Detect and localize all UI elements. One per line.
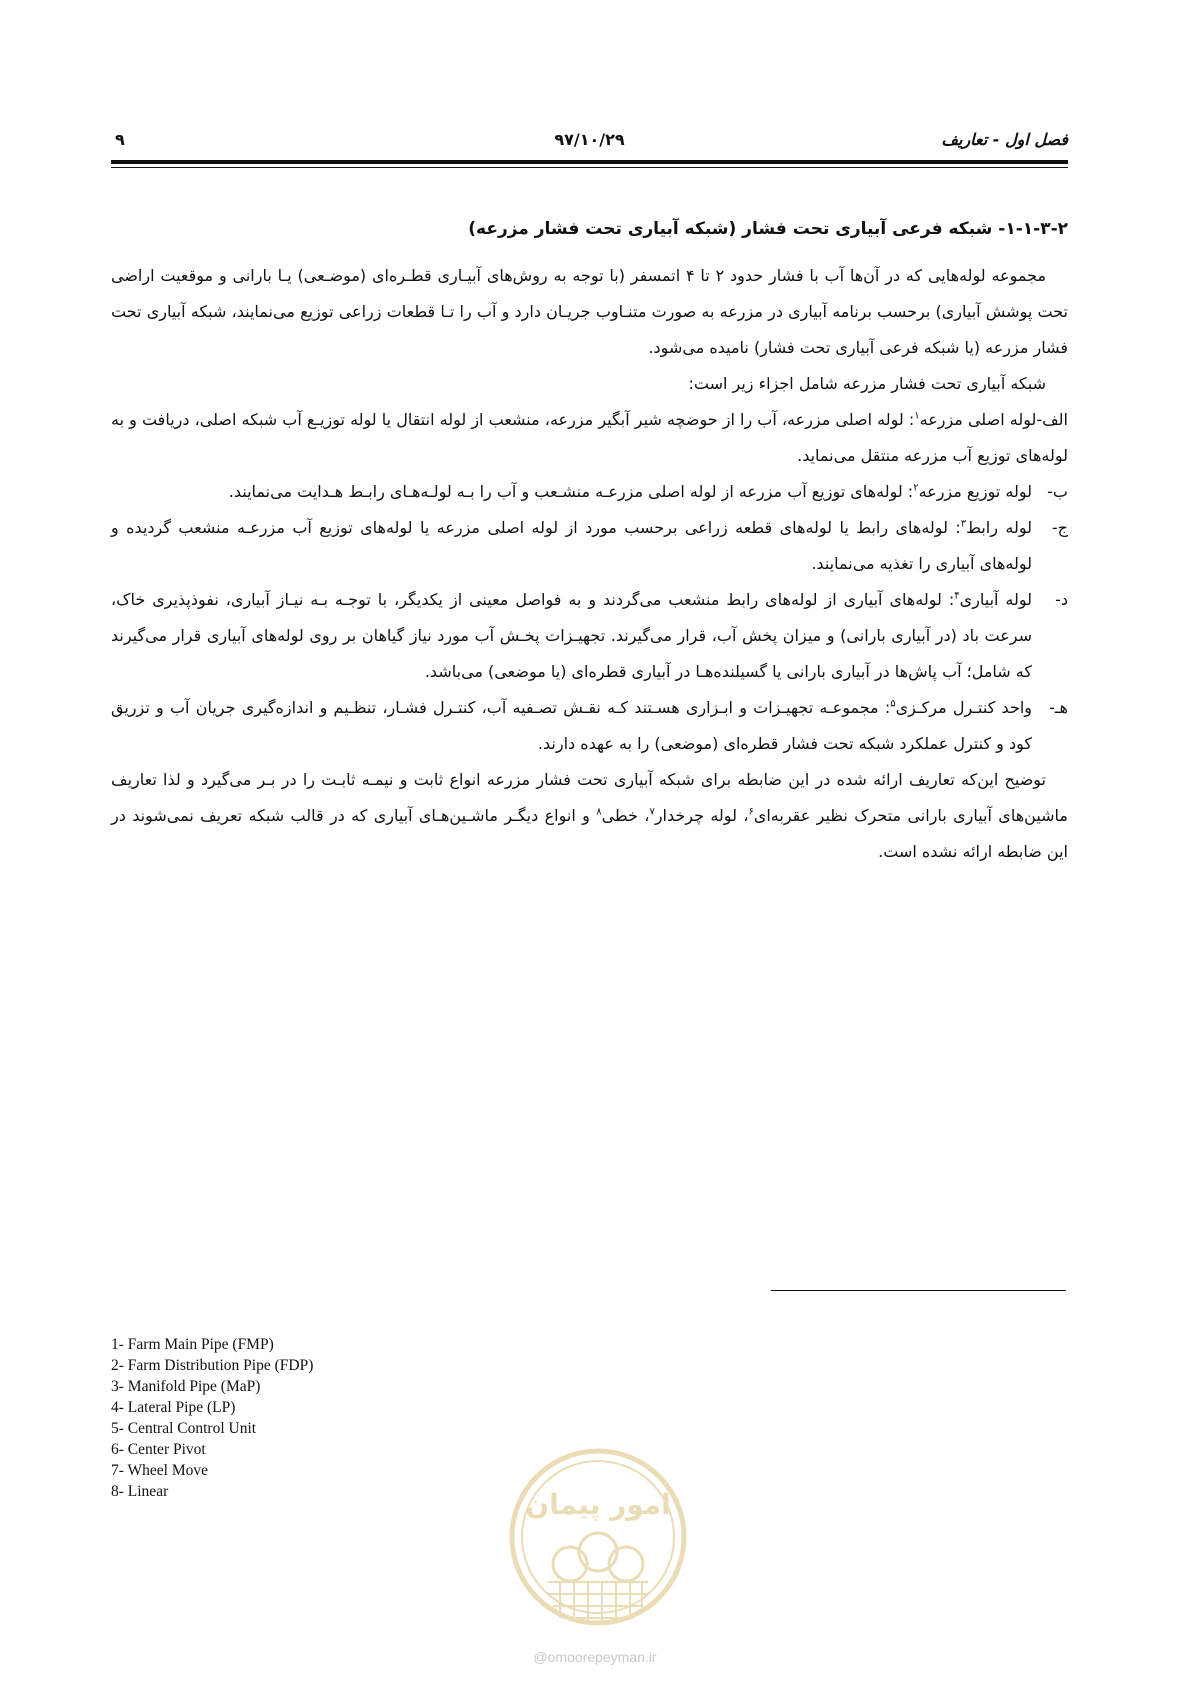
footnote-ref[interactable]: ۳: [960, 518, 967, 530]
note-text: توضیح این‌که تعاریف ارائه شده در این ضابطه برای شبکه آبیاری تحت فشار مزرعه انواع ثابت و نیمـه ثابـت را در بـر می‌گیرد و لذا تعاریف ماشین‌های آبیاری بارانی متحرک نظیر عقربه‌ای: [111, 770, 1068, 825]
list-item: [111, 474, 1068, 510]
item-marker: ب-: [1047, 482, 1068, 501]
footnote-ref[interactable]: ۲: [913, 482, 919, 494]
item-definition: : لوله‌های رابط یا لوله‌های قطعه زراعی برحسب مورد از لوله اصلی مزرعه یا لوله‌های توزیع آب مزرعـه منشعب گردیده و لوله‌های آبیاری را تغذیه می‌نمایند.: [111, 518, 1032, 573]
item-marker: الف-: [1036, 410, 1068, 429]
footnote-ref[interactable]: ۴: [954, 590, 960, 602]
footnote: 1- Farm Main Pipe (FMP): [111, 1336, 274, 1353]
item-definition: : لوله‌های آبیاری از لوله‌های رابط منشعب می‌گردند و به فواصل معینی از یکدیگر، با توجـه بـه نیـاز آبیاری، نفوذپذیری خاک، سرعت باد (در آبیاری بارانی) و میزان پخش آب، قرار می‌گیرند. تجهیـزات پخـش آب مورد نیاز گیاهان بر روی لوله‌های آبیاری قرار می‌گیرند که شامل؛ آب پاش‌ها در آبیاری بارانی یا گسیلنده‌هـا در آبیاری قطره‌ای (یا موضعی) می‌باشد.: [111, 590, 1032, 681]
item-term: واحد کنتـرل مرکـزی: [895, 698, 1033, 717]
item-marker: هـ-: [1049, 698, 1068, 717]
note-text: ، خطی: [601, 806, 650, 825]
watermark-logo-text: امور پیمان: [525, 1488, 671, 1521]
intro-paragraph: مجموعه لوله‌هایی که در آن‌ها آب با فشار حدود ۲ تا ۴ اتمسفر (با توجه به روش‌های آبیـاری قطـره‌ای (موضـعی) یـا بارانی و موقعیت اراضی تحت پوشش آبیاری) برحسب برنامه آبیاری در مزرعه به صورت متنـاوب جریـان دارد و آب را تـا قطعات زراعی توزیع می‌نمایند، شبکه آبیاری تحت فشار مزرعه (یا شبکه فرعی آبیاری تحت فشار) نامیده می‌شود.: [111, 266, 1068, 357]
list-item: [111, 582, 1068, 690]
footnote: 5- Central Control Unit: [111, 1420, 257, 1437]
chapter-title: فصل اول - تعاریف: [941, 130, 1068, 149]
footnote-ref[interactable]: ۵: [890, 698, 896, 710]
note-paragraph: [111, 762, 1068, 870]
footnote: 3- Manifold Pipe (MaP): [111, 1378, 261, 1395]
footnote-separator: [771, 1290, 1066, 1291]
item-marker: ج-: [1051, 518, 1068, 537]
footnote: 4- Lateral Pipe (LP): [111, 1399, 236, 1416]
header-rule-thin: [111, 167, 1068, 168]
item-term: لوله آبیاری: [959, 590, 1033, 609]
list-item: [111, 690, 1068, 762]
page-number: ۹: [115, 130, 125, 149]
watermark-url: @omoorepeyman.ir: [533, 1649, 657, 1665]
list-item: [111, 510, 1068, 582]
components-intro: شبکه آبیاری تحت فشار مزرعه شامل اجزاء زیر است:: [688, 374, 1046, 393]
item-definition: : مجموعـه تجهیـزات و ابـزاری هسـتند کـه نقـش تصـفیه آب، کنتـرل فشـار، تنظـیم و اندازه‌گیری جریان آب و تزریق کود و کنترل عملکرد شبکه تحت فشار قطره‌ای (موضعی) را به عهده دارند.: [111, 698, 1032, 753]
footnote-ref[interactable]: ۷: [649, 806, 655, 818]
footnote-ref[interactable]: ۸: [596, 806, 602, 818]
item-definition: : لوله‌های توزیع آب مزرعه از لوله اصلی مزرعـه منشـعب و آب را بـه لولـه‌هـای رابـط هـدایت می‌نمایند.: [228, 482, 914, 501]
item-definition: : لوله اصلی مزرعه، آب را از حوضچه شیر آبگیر مزرعه، منشعب از لوله انتقال یا لوله توزیـع آب شبکه اصلی، دریافت و به لوله‌های توزیع آب مزرعه منتقل می‌نماید.: [111, 410, 1068, 465]
page-header: [111, 130, 1068, 160]
item-term: لوله اصلی مزرعه: [919, 410, 1037, 429]
note-text: و انواع دیگـر ماشـین‌هـای آبیاری که در قالب شبکه تعریف نمی‌شوند در این ضابطه ارائه نشده است.: [111, 806, 1068, 861]
header-rule-thick: [111, 160, 1068, 164]
footnote: 2- Farm Distribution Pipe (FDP): [111, 1357, 314, 1374]
footnote-ref[interactable]: ۶: [748, 806, 754, 818]
watermark-logo: [508, 1442, 688, 1672]
header-date: ۹۷/۱۰/۲۹: [554, 130, 625, 149]
item-term: لوله توزیع مزرعه: [918, 482, 1032, 501]
footnote: 8- Linear: [111, 1483, 169, 1500]
note-text: ، لوله چرخدار: [654, 806, 749, 825]
list-item: [111, 402, 1068, 474]
section-title: ۱-۱-۳-۲- شبکه فرعی آبیاری تحت فشار (شبکه آبیاری تحت فشار مزرعه): [468, 219, 1068, 239]
footnotes: [111, 1334, 313, 1502]
footnote: 7- Wheel Move: [111, 1462, 208, 1479]
item-term: لوله رابط: [966, 518, 1033, 537]
page-body: [111, 212, 1068, 870]
footnote-ref[interactable]: ۱: [914, 410, 920, 422]
item-marker: د-: [1055, 590, 1068, 609]
footnote: 6- Center Pivot: [111, 1441, 206, 1458]
